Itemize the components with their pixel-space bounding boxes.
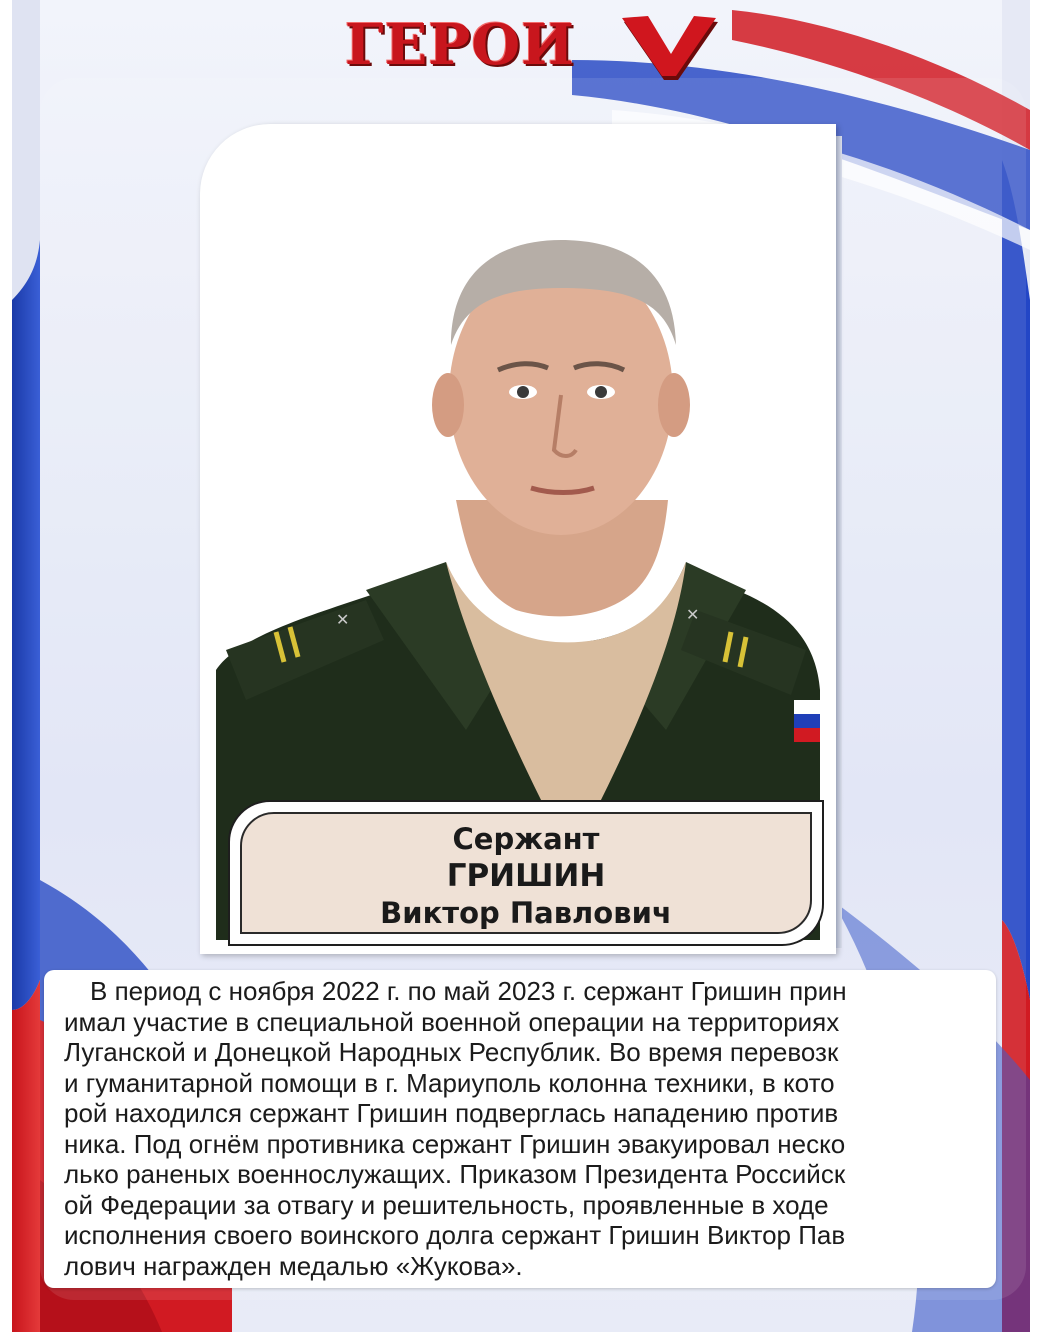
bio-line: лович награжден медалью «Жукова». [64,1250,523,1281]
name-plate [228,800,824,946]
bio-line: ника. Под огнём противника сержант Гришин эвакуировал неско [64,1128,846,1159]
bio-line: исполнения своего воинского долга сержант Гришин Виктор Пав [64,1220,846,1250]
surname-label: ГРИШИН [446,858,606,894]
letter-v-icon [622,16,720,82]
given-names-label: Виктор Павлович [380,896,672,930]
svg-text:✕: ✕ [686,605,700,624]
biography-text [64,976,976,1281]
bio-line: В период с ноября 2022 г. по май 2023 г. сержант Гришин прин [90,976,847,1006]
svg-text:✕: ✕ [336,610,350,629]
rank-label: Сержант [452,822,600,856]
bio-line: имал участие в специальной военной операции на территориях [64,1006,840,1037]
bio-line: ой Федерации за отвагу и решительность, проявленные в ходе [64,1189,829,1220]
bio-line: лько раненых военнослужащих. Приказом Президента Российск [64,1159,846,1189]
name-plate-inner [240,812,812,934]
bio-line: Луганской и Донецкой Народных Республик. Во время перевозк [64,1037,839,1067]
biography-box [44,970,996,1288]
bio-line: рой находился сержант Гришин подверглась нападению против [64,1098,839,1128]
poster-title: ГЕРОИ [344,12,576,78]
bio-line: и гуманитарной помощи в г. Мариуполь колонна техники, в кото [64,1067,835,1098]
